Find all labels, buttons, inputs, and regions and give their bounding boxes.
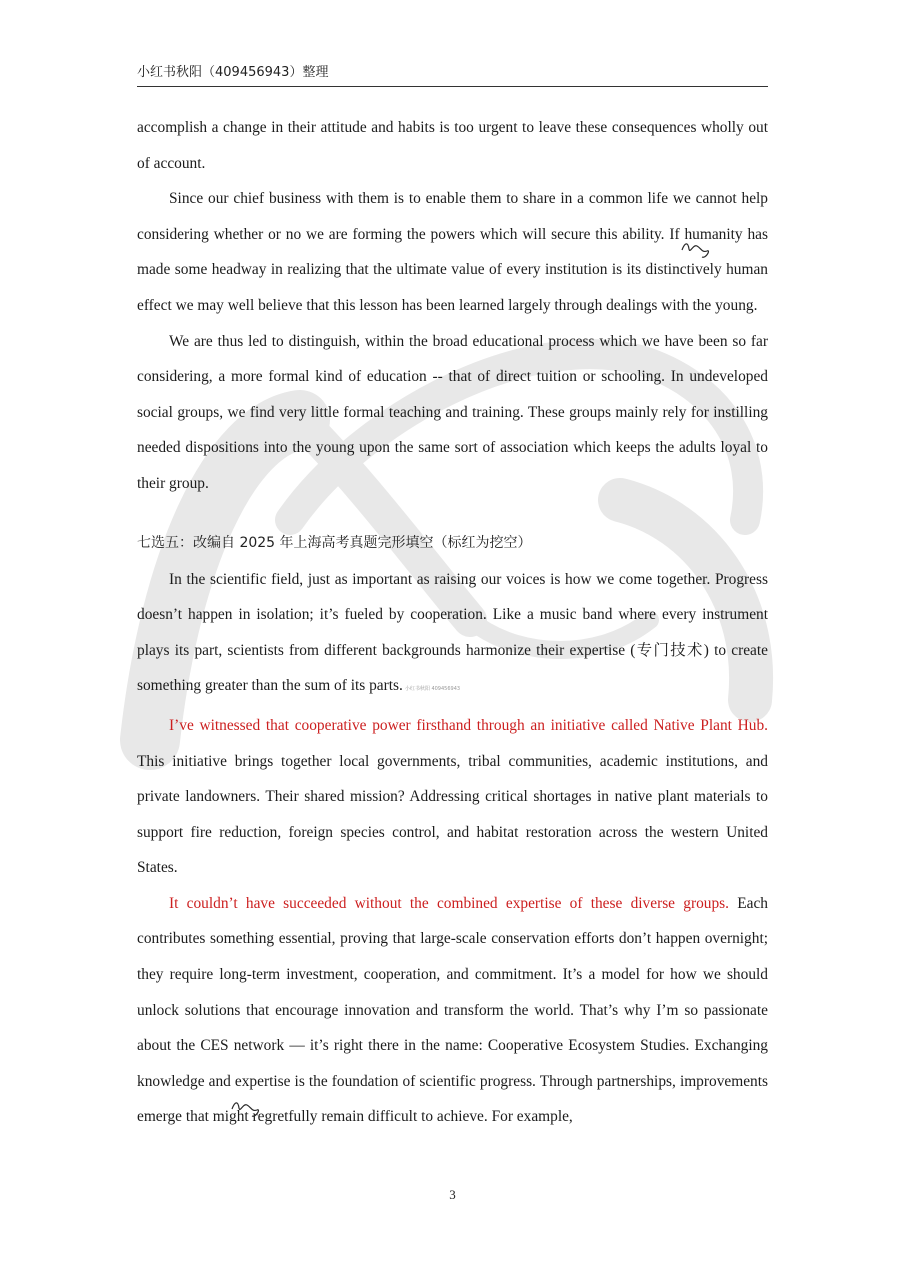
tiny-watermark-text: 小红书秋阳 409456943	[404, 686, 461, 693]
document-body	[137, 110, 768, 1135]
section-title: 七选五：改编自 2025 年上海高考真题完形填空（标红为挖空）	[137, 534, 532, 551]
paragraph-cooperation-text: In the scientific field, just as important as raising our voices is how we come together. Progress doesn’t happen in isolation; it’s fueled by cooperation. Like a music band where every instrument plays its part, scientists from different backgrounds harmonize their expertise (专门技术) to create something greater than the sum of its parts.	[137, 570, 768, 695]
red-blank-sentence-2: It couldn’t have succeeded without the combined expertise of these diverse groups.	[169, 894, 729, 912]
paragraph-continuation: accomplish a change in their attitude and habits is too urgent to leave these consequences wholly out of account.	[137, 119, 768, 172]
paragraph-formal-education: We are thus led to distinguish, within the broad educational process which we have been so far considering, a more formal kind of education -- that of direct tuition or schooling. In undeveloped social groups, we find very little formal teaching and training. These groups mainly rely for instilling needed dispositions into the young upon the same sort of association which keeps the adults loyal to their group.	[137, 332, 768, 492]
paragraph-common-life: Since our chief business with them is to enable them to share in a common life we cannot help considering whether or no we are forming the powers which will secure this ability. If humanity has made some headway in realizing that the ultimate value of every institution is its distinctively human effect we may well believe that this lesson has been learned largely through dealings with the young.	[137, 190, 768, 314]
page-number: 3	[449, 1187, 456, 1202]
pen-squiggle-mark-2	[230, 1099, 262, 1121]
paragraph-combined-expertise	[137, 886, 768, 1135]
red-blank-sentence-1: I’ve witnessed that cooperative power firsthand through an initiative called Native Plant Hub.	[169, 716, 768, 734]
paragraph-native-plant-hub	[137, 708, 768, 886]
paragraph-cooperation	[137, 562, 768, 708]
page-header	[137, 64, 768, 87]
pen-squiggle-mark-1	[680, 240, 712, 262]
paragraph-combined-expertise-text: Each contributes something essential, proving that large-scale conservation efforts don’t happen overnight; they require long-term investment, cooperation, and commitment. It’s a model for how we should unlock solutions that encourage innovation and transform the world. That’s why I’m so passionate about the CES network — it’s right there in the name: Cooperative Ecosystem Studies. Exchanging knowledge and expertise is the foundation of scientific progress. Through partnerships, improvements emerge that might regretfully remain difficult to achieve. For example,	[137, 894, 768, 1126]
header-text: 小红书秋阳（409456943）整理	[137, 65, 329, 80]
paragraph-native-plant-hub-text: This initiative brings together local governments, tribal communities, academic institutions, and private landowners. Their shared mission? Addressing critical shortages in native plant materials to support fire reduction, foreign species control, and habitat restoration across the western United States.	[137, 752, 768, 877]
